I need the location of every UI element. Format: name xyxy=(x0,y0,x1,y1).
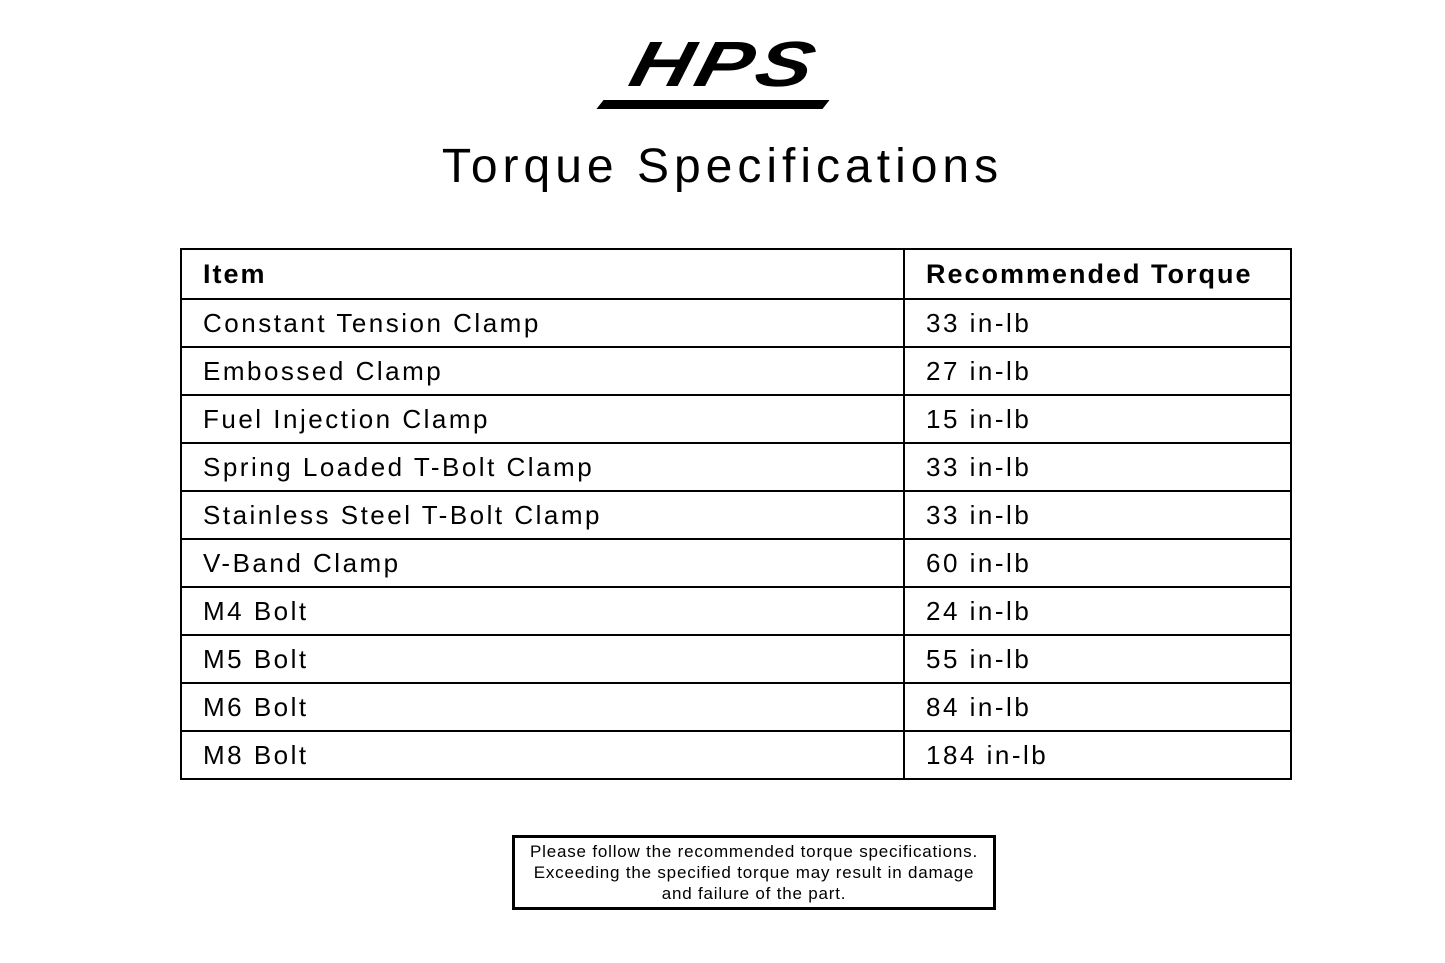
torque-cell: 84 in-lb xyxy=(904,683,1291,731)
item-cell: M4 Bolt xyxy=(181,587,904,635)
item-cell: Stainless Steel T-Bolt Clamp xyxy=(181,491,904,539)
table-row xyxy=(181,635,1291,683)
note-line-3: and failure of the part. xyxy=(661,884,847,903)
table-header-row xyxy=(181,249,1291,299)
torque-cell: 60 in-lb xyxy=(904,539,1291,587)
table-row xyxy=(181,587,1291,635)
table-row xyxy=(181,443,1291,491)
column-header-torque: Recommended Torque xyxy=(904,249,1291,299)
item-cell: M8 Bolt xyxy=(181,731,904,779)
torque-cell: 27 in-lb xyxy=(904,347,1291,395)
item-cell: Spring Loaded T-Bolt Clamp xyxy=(181,443,904,491)
table-row xyxy=(181,395,1291,443)
page-title: Torque Specifications xyxy=(441,140,1004,193)
item-cell: M5 Bolt xyxy=(181,635,904,683)
note-line-2: Exceeding the specified torque may result in damage xyxy=(533,863,975,882)
torque-cell: 55 in-lb xyxy=(904,635,1291,683)
item-cell: Embossed Clamp xyxy=(181,347,904,395)
torque-cell: 33 in-lb xyxy=(904,443,1291,491)
note-line-1: Please follow the recommended torque specifications. xyxy=(530,842,978,861)
item-cell: Fuel Injection Clamp xyxy=(181,395,904,443)
hps-logo-text: HPS xyxy=(623,28,827,100)
table-row xyxy=(181,539,1291,587)
column-header-item: Item xyxy=(181,249,904,299)
torque-cell: 33 in-lb xyxy=(904,299,1291,347)
table-row xyxy=(181,683,1291,731)
torque-cell: 24 in-lb xyxy=(904,587,1291,635)
note-box xyxy=(512,835,996,910)
item-cell: Constant Tension Clamp xyxy=(181,299,904,347)
table-row xyxy=(181,491,1291,539)
torque-cell: 33 in-lb xyxy=(904,491,1291,539)
hps-logo xyxy=(598,28,858,114)
hps-logo-underline-swoosh xyxy=(596,100,829,109)
torque-cell: 15 in-lb xyxy=(904,395,1291,443)
table-row xyxy=(181,731,1291,779)
item-cell: V-Band Clamp xyxy=(181,539,904,587)
table-row xyxy=(181,299,1291,347)
torque-cell: 184 in-lb xyxy=(904,731,1291,779)
item-cell: M6 Bolt xyxy=(181,683,904,731)
table-row xyxy=(181,347,1291,395)
torque-spec-table xyxy=(180,248,1292,780)
